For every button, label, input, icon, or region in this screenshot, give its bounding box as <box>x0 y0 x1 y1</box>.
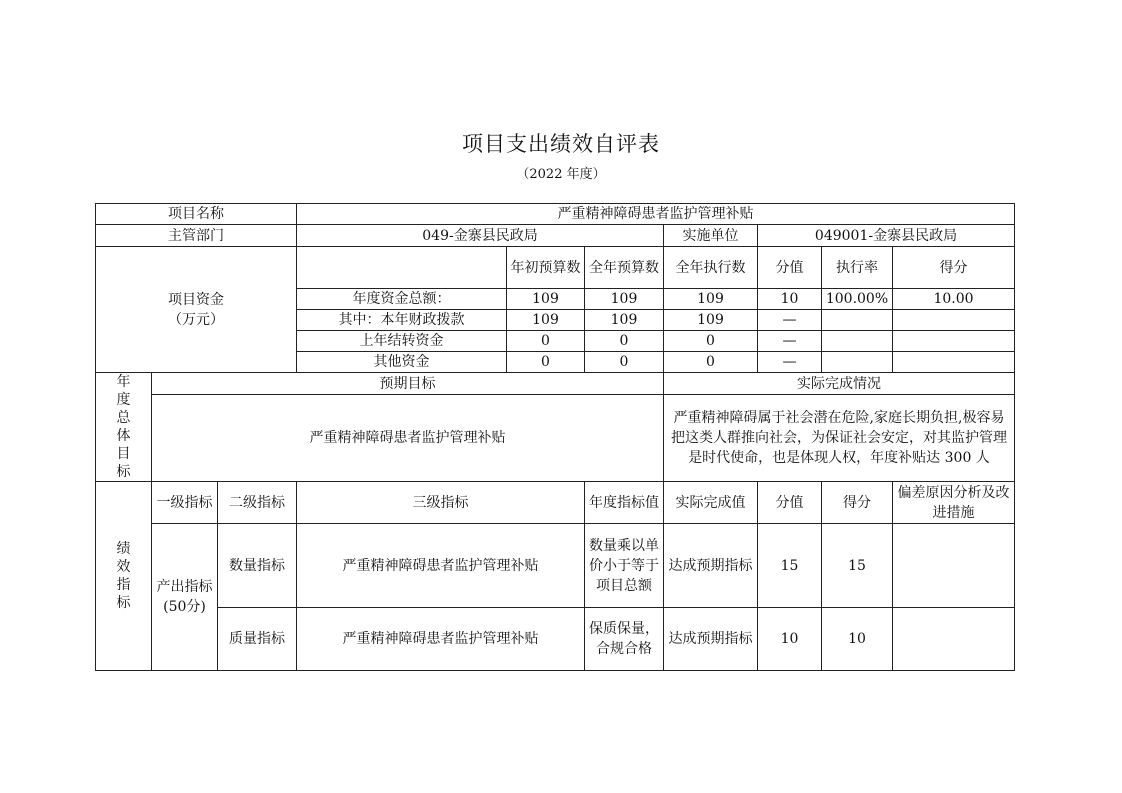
funds-row-executed: 0 <box>664 331 758 352</box>
perf-row-actual: 达成预期指标 <box>664 608 758 671</box>
funds-row-score <box>893 331 1015 352</box>
perf-header-level2: 二级指标 <box>218 482 297 524</box>
perf-header-weight: 分值 <box>758 482 822 524</box>
year-note: （2022 年度） <box>516 167 606 182</box>
funds-row-executed: 109 <box>664 289 758 310</box>
perf-row-target: 保质保量，合规合格 <box>585 608 664 671</box>
funds-label-line1: 项目资金 <box>168 291 224 308</box>
perf-row-actual: 达成预期指标 <box>664 524 758 608</box>
perf-row-level2: 数量指标 <box>218 524 297 608</box>
funds-row-name: 其中：本年财政拨款 <box>297 310 507 331</box>
expected-goal-header: 预期目标 <box>152 373 664 395</box>
dept-label: 主管部门 <box>96 225 297 247</box>
expected-goal-text: 严重精神障碍患者监护管理补贴 <box>152 395 664 482</box>
self-evaluation-table <box>95 203 1015 671</box>
funds-row-name: 其他资金 <box>297 352 507 373</box>
perf-level1-value: 产出指标(50分) <box>152 524 218 671</box>
perf-row <box>96 608 1015 671</box>
annual-goal-label <box>96 373 152 482</box>
perf-row-analysis <box>893 608 1015 671</box>
impl-value: 049001-金寨县民政局 <box>758 225 1015 247</box>
funds-row-initial: 109 <box>507 310 585 331</box>
perf-row-weight: 15 <box>758 524 822 608</box>
perf-row <box>96 524 1015 608</box>
funds-row-annual: 109 <box>585 289 664 310</box>
funds-header-score: 得分 <box>893 247 1015 289</box>
funds-row-annual: 0 <box>585 352 664 373</box>
funds-header-annual: 全年预算数 <box>585 247 664 289</box>
funds-row-weight: 10 <box>758 289 822 310</box>
funds-header-initial: 年初预算数 <box>507 247 585 289</box>
funds-row-weight: — <box>758 310 822 331</box>
funds-row-rate <box>822 352 893 373</box>
perf-indicator-label-text: 绩效指标 <box>116 541 131 611</box>
perf-indicator-label <box>96 482 152 671</box>
funds-header-blank <box>297 247 507 289</box>
funds-row-initial: 0 <box>507 331 585 352</box>
actual-completion-text: 严重精神障碍属于社会潜在危险,家庭长期负担,极容易把这类人群推向社会，为保证社会安定，对其监护管理是时代使命，也是体现人权，年度补贴达 300 人 <box>664 395 1015 482</box>
funds-row-executed: 0 <box>664 352 758 373</box>
funds-row-score <box>893 310 1015 331</box>
perf-header-target: 年度指标值 <box>585 482 664 524</box>
dept-value: 049-金寨县民政局 <box>297 225 664 247</box>
perf-header-actual: 实际完成值 <box>664 482 758 524</box>
perf-row-score: 10 <box>822 608 893 671</box>
perf-row-level2: 质量指标 <box>218 608 297 671</box>
annual-goal-label-text: 年度总体目标 <box>116 374 131 480</box>
funds-row-weight: — <box>758 331 822 352</box>
perf-header-score: 得分 <box>822 482 893 524</box>
perf-row-score: 15 <box>822 524 893 608</box>
perf-header-level3: 三级指标 <box>297 482 585 524</box>
funds-row-executed: 109 <box>664 310 758 331</box>
impl-label: 实施单位 <box>664 225 758 247</box>
funds-row-annual: 109 <box>585 310 664 331</box>
actual-completion-header: 实际完成情况 <box>664 373 1015 395</box>
funds-row-initial: 0 <box>507 352 585 373</box>
project-name-value: 严重精神障碍患者监护管理补贴 <box>297 204 1015 225</box>
perf-row-level3: 严重精神障碍患者监护管理补贴 <box>297 524 585 608</box>
funds-row-name: 年度资金总额： <box>297 289 507 310</box>
funds-row-annual: 0 <box>585 331 664 352</box>
perf-header-level1: 一级指标 <box>152 482 218 524</box>
funds-row-rate: 100.00% <box>822 289 893 310</box>
project-name-label: 项目名称 <box>96 204 297 225</box>
perf-row-weight: 10 <box>758 608 822 671</box>
funds-row-name: 上年结转资金 <box>297 331 507 352</box>
funds-header-weight: 分值 <box>758 247 822 289</box>
perf-row-level3: 严重精神障碍患者监护管理补贴 <box>297 608 585 671</box>
funds-header-rate: 执行率 <box>822 247 893 289</box>
funds-row-initial: 109 <box>507 289 585 310</box>
funds-label-line2: （万元） <box>168 311 224 328</box>
funds-header-executed: 全年执行数 <box>664 247 758 289</box>
perf-header-analysis: 偏差原因分析及改进措施 <box>893 482 1015 524</box>
funds-row-score: 10.00 <box>893 289 1015 310</box>
perf-row-target: 数量乘以单价小于等于项目总额 <box>585 524 664 608</box>
funds-row-weight: — <box>758 352 822 373</box>
funds-label <box>96 247 297 373</box>
page-title: 项目支出绩效自评表 <box>462 132 660 156</box>
funds-row-rate <box>822 310 893 331</box>
perf-row-analysis <box>893 524 1015 608</box>
funds-row-rate <box>822 331 893 352</box>
funds-row-score <box>893 352 1015 373</box>
